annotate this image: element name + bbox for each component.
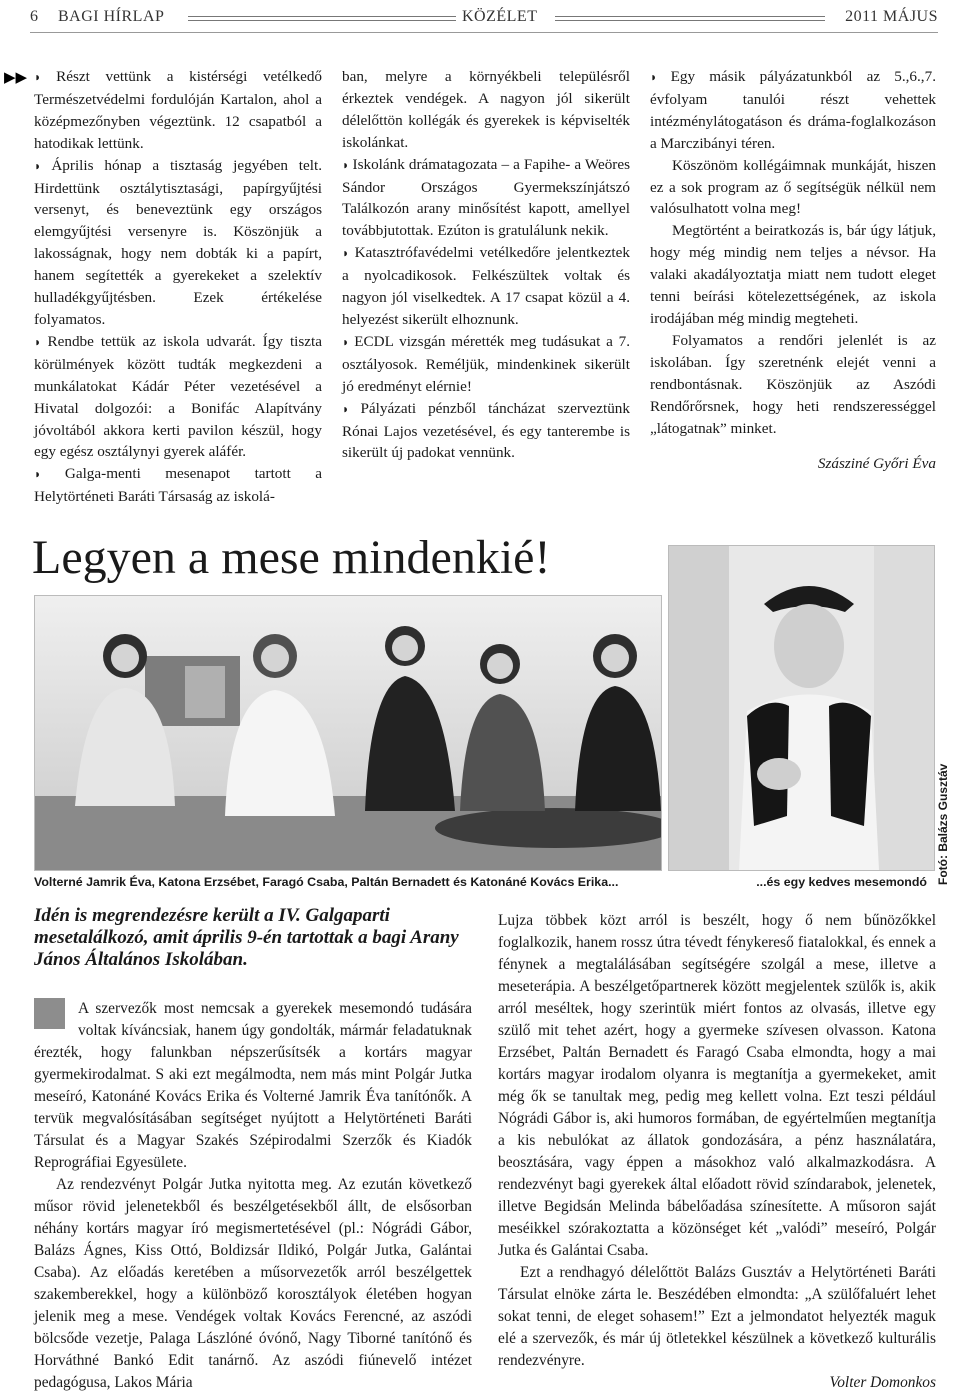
col3-item: Megtörtént a beiratkozás is, bár úgy látjuk, hogy még mindig nem teljes a névsor. Ha valaki akadályoztatja miatt nem tudott eleget tenni beírási kötelezettségének, az iskola irodájában még mindig megteheti. — [650, 222, 936, 327]
header-rule — [30, 32, 938, 33]
square-spacer — [34, 998, 78, 1042]
col1-item: ◗ Rendbe tettük az iskola udvarát. Így tiszta körülmények között tudták megkezdeni a munkálatokat Kádár Péter vezetésével a Hivatal dolgozói: a Bonifác Alapítvány jóvoltából akkora kerti pavilon készül, hogy egy egész osztálynyi gyerek aláfér. — [34, 332, 323, 461]
bullet-icon: ◗ — [34, 334, 48, 349]
storyteller-photo — [668, 545, 935, 871]
issue-date: 2011 MÁJUS — [845, 8, 938, 25]
col3-signature: Szásziné Győri Éva — [817, 455, 936, 473]
bullet-icon: ◗ — [342, 246, 355, 261]
article-paragraph: A szervezők most nemcsak a gyerekek mesemondó tudására voltak kíváncsiak, hanem úgy gondolták, mármár feladatuknak érezték, hogy falunkban népszerűsítsék a kortárs magyar gyermekirodalmat. S aki ezt megálmodta, nem más mint Polgár Jutka meseíró, Katonáné Kovács Erika és Volterné Jamrik Éva tanítónők. A tervük megvalósításában segítséget nyújtott a Helytörténeti Baráti Társulat és a Magyar Szakés Szépirodalmi Szerzők és Kiadók Reprográfiai Egyesülete. — [34, 1000, 472, 1171]
article-lead: Idén is megrendezésre került a IV. Galgaparti mesetalálkozó, amit április 9-én tartottak a bagi Arany János Általános Iskolában. — [34, 905, 459, 970]
article-paragraph: Az rendezvényt Polgár Jutka nyitotta meg. Az ezután következő műsor rövid jelenetekből és beszélgetésekből állt, de elsősorban néhány kortárs magyar író megismertetésével (pl.: Nógrádi Gábor, Balázs Ágnes, Kiss Ottó, Boldizsár Ildikó, Polgár Jutka, Galántai Csaba). Az előadás keretében a műsorvezetők arról beszélgettek szakemberekkel, hogy a különböző korosztályok életében hogyan jelenik meg a mese. Vendégek voltak Kovács Ferencné, az aszódi bölcsőde vezetje, Palaga Lászlóné óvónő, Nagy Tiborné tanítónő és Horváthné Bankó Edit tanárnő. Az aszódi fiúnevelő intézet pedagógusa, Lakos Mária — [34, 1176, 472, 1391]
photo-credit: Fotó: Balázs Gusztáv — [936, 763, 950, 885]
bullet-icon: ◗ — [34, 158, 52, 173]
col3-item: ◗ Egy másik pályázatunkból az 5.,6.,7. évfolyam tanulói részt vehettek intézménylátogatáson és dráma-foglalkozáson a Marczibányi téren. — [650, 68, 936, 152]
bullet-icon: ◗ — [342, 157, 353, 172]
col1-item: ◗ Április hónap a tisztaság jegyében telt. Hirdettünk osztálytisztasági, papírgyűjtési versenyt, és beneveztünk egy országos elemgyűjtési versenyre is. Köszönjük a lakosságnak, hogy nem dobták ki a papírt, hanem segítették a gyerekeket a szelektív hulladékgyűjtésben. Ezek értékelése folyamatos. — [34, 156, 323, 328]
page-number: 6 — [30, 8, 39, 25]
col1-item: ◗ Részt vettünk a kistérségi vetélkedő Természetvédelmi fordulóján Kartalon, ahol a középmezőnyben végeztünk. 12 csapatból a hatodikak lettünk. — [34, 68, 323, 152]
header-ornament-left — [188, 16, 456, 21]
bullet-icon: ◗ — [650, 70, 671, 84]
header-ornament-right — [555, 16, 825, 21]
column-3 — [650, 66, 936, 475]
col3-item: Folyamatos a rendőri jelenlét is az iskolában. Így szeretnénk elejét venni a rendbontásnak. Köszönjük az Aszódi Rendőrőrsnek, hogy heti rendszerességgel „látogatnak” minket. — [650, 331, 936, 437]
col3-item: Köszönöm kollégáimnak munkáját, hiszen ez a sok program az ő segítségük nélkül nem valósulhatott volna meg! — [650, 156, 936, 218]
col2-item: ◗ ECDL vizsgán mérették meg tudásukat a 7. osztályosok. Reméljük, mindenkinek sikerült jó eredményt elérnie! — [342, 332, 631, 395]
page-header — [30, 4, 938, 30]
bullet-icon: ◗ — [34, 467, 65, 482]
group-photo — [34, 595, 662, 871]
bullet-icon: ◗ — [342, 401, 361, 416]
col2-item: ◗ Katasztrófavédelmi vetélkedőre jelentkeztek a nyolcadikosok. Felkészültek voltak és nagyon jól viselkedtek. A 17 csapat közül a 4. helyezést sikerült elhoznunk. — [342, 244, 630, 328]
article-paragraph: Ezt a rendhagyó délelőttöt Balázs Gusztáv a Helytörténeti Baráti Társulat elnöke zárta le. Beszédében elmondta: „A szülőfaluért lehet sokat tenni, de eleget sohasem!” Ezt a jelmondatot helyezték maguk elé a szervezők, és már új ötletekkel készülnek a következő kulturális rendezvényre. — [498, 1264, 936, 1369]
col2-item: ◗ Iskolánk drámatagozata – a Fapihe- a Weöres Sándor Országos Gyermekszínjátszó Találkozón arany minősítést kapott, amellyel továbbjutottak. Ezúton is gratulálunk nekik. — [342, 155, 631, 240]
article-signature: Volter Domonkos — [829, 1374, 936, 1391]
article-paragraph: Lujza többek közt arról is beszélt, hogy ő nem bűnözőkkel foglalkozik, hanem rossz útra tévedt fénykereső fiatalokkal, és ennek a fénynek a megtalálásában segítségére szolgál a mese, illetve a meseterápia. A beszélgetőpartnerek között megjelentek szülők is, akik arról meséltek, hogy szerintük miért fontos az olvasás, illetve egy szülő mit tehet azért, hogy a gyermeke szívesen olvasson. Katona Erzsébet, Paltán Bernadett és Faragó Csaba elmondta, hogy a mai kortárs magyar irodalom olyanra is megtanítja a gyermekeket, amit még ők se tanultak meg, pedig meg kellett volna. Ezt teszi például Nógrádi Gábor is, aki humoros formában, de egyértelműen megtanítja a kis nebulókat az állatok gondozására, a pénz használatára, beosztására, vagy éppen a másokhoz való alkalmazkodásra. A rendezvényt bagi gyerekek által előadott rövid színdarabok, jelenetek, illetve Begidsán Melinda bábelőadása színesítette. A műsoron saját meséikkel szórakoztatta a közönséget két „valódi” meseíró, Polgár Jutka és Galántai Csaba. — [498, 912, 936, 1259]
bullet-icon: ◗ — [342, 334, 355, 349]
col1-item: ◗ Galga-menti mesenapot tartott a Helytörténeti Baráti Társaság az iskolá- — [34, 465, 322, 506]
article-column-left — [34, 998, 472, 1394]
col2-item: ban, melyre a környékbeli településről érkeztek vendégek. A nagyon jól sikerült délelőttön kollégák és gyerekek is képviselték iskolánkat. — [342, 68, 630, 151]
caption-group-photo: Volterné Jamrik Éva, Katona Erzsébet, Faragó Csaba, Paltán Bernadett és Katonáné Kovács Erika... — [34, 875, 619, 889]
article-column-right — [498, 910, 936, 1394]
article-headline: Legyen a mese mindenkié! — [32, 531, 551, 584]
publication-name: BAGI HÍRLAP — [58, 8, 165, 25]
group-photo-image — [35, 596, 661, 870]
section-name: KÖZÉLET — [462, 8, 538, 25]
col2-item: ◗ Pályázati pénzből táncházat szerveztünk Rónai Lajos vezetésével, és egy tanterembe is sikerült új padokat vennünk. — [342, 399, 630, 462]
bullet-icon: ◗ — [34, 70, 57, 84]
storyteller-photo-image — [669, 546, 934, 870]
column-2 — [342, 66, 630, 464]
continuation-arrow-icon: ▶▶ — [4, 70, 28, 86]
column-1 — [34, 66, 322, 508]
caption-storyteller-photo: ...és egy kedves mesemondó — [756, 875, 927, 889]
